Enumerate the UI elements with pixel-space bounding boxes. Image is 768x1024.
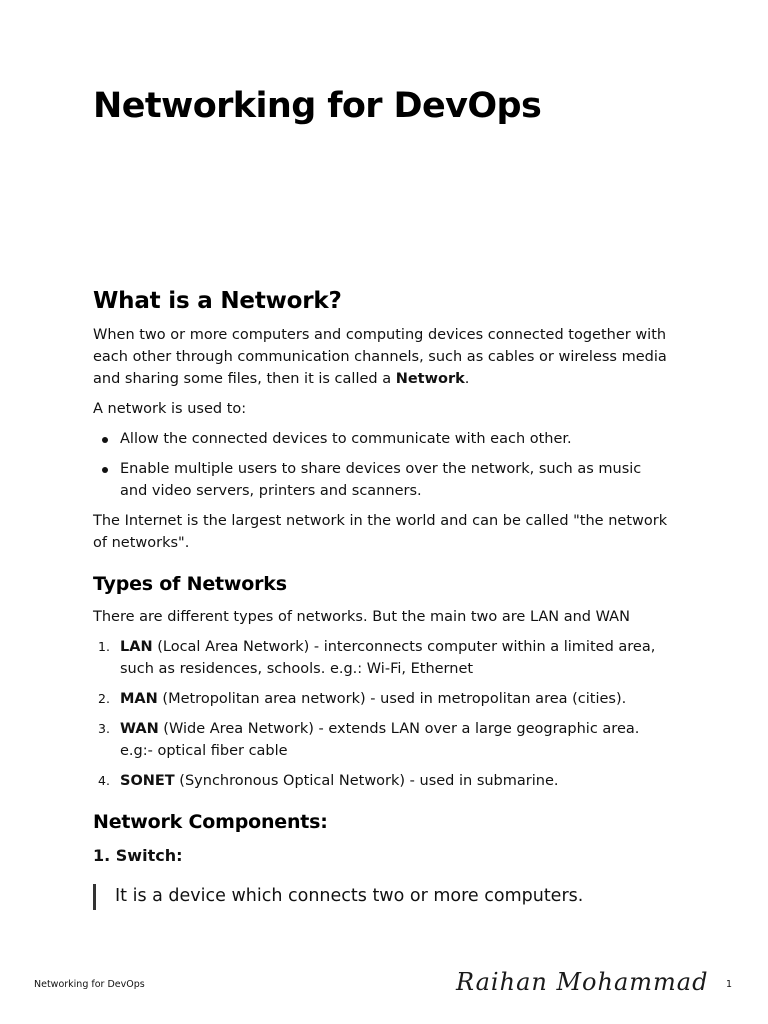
list-number: 2. [98,691,110,706]
heading-switch: 1. Switch: [93,846,183,865]
network-uses-list [93,428,673,502]
bullet-dot-icon [102,437,108,443]
types-intro-text: There are different types of networks. But the main two are LAN and WAN [93,609,630,625]
list-item-text: Allow the connected devices to communicate with each other. [120,431,572,447]
footer-document-title: Networking for DevOps [34,979,145,990]
quote-text: It is a device which connects two or more computers. [115,886,584,906]
document-body [93,284,673,910]
bullet-dot-icon [102,467,108,473]
network-term-bold: Network [395,371,465,387]
term-wan: WAN [120,721,159,737]
list-item-sonet [93,770,673,792]
page-number: 1 [726,979,733,990]
network-definition-paragraph [93,324,673,390]
heading-network-components: Network Components: [93,811,328,833]
list-number: 3. [98,721,110,736]
heading-types-of-networks: Types of Networks [93,573,287,595]
list-item-lan [93,636,673,680]
list-item-man [93,688,673,710]
term-description: (Local Area Network) - interconnects computer within a limited area, such as residences, schools. e.g.: Wi-Fi, Ethernet [120,639,656,677]
list-number: 1. [98,639,110,654]
term-lan: LAN [120,639,153,655]
internet-paragraph: The Internet is the largest network in the world and can be called "the network of networks". [93,513,668,551]
list-item [93,458,673,502]
list-item-wan [93,718,673,762]
term-description: (Synchronous Optical Network) - used in submarine. [174,773,559,789]
network-used-to-text: A network is used to: [93,401,247,417]
heading-what-is-network: What is a Network? [93,288,342,314]
network-types-list [93,636,673,792]
term-description: (Wide Area Network) - extends LAN over a large geographic area. e.g:- optical fiber cable [120,721,640,759]
list-item [93,428,673,450]
list-number: 4. [98,773,110,788]
network-definition-text: When two or more computers and computing devices connected together with each other through communication channels, such as cables or wireless media and sharing some files, then it is called a [93,327,667,387]
network-definition-end: . [464,371,470,387]
switch-definition-quote [93,882,673,910]
term-sonet: SONET [120,773,175,789]
term-man: MAN [120,691,158,707]
term-description: (Metropolitan area network) - used in metropolitan area (cities). [157,691,627,707]
document-title: Networking for DevOps [93,86,542,126]
author-signature: Raihan Mohammad [456,968,709,996]
list-item-text: Enable multiple users to share devices over the network, such as music and video servers, printers and scanners. [120,461,642,499]
quote-bar [93,884,96,910]
